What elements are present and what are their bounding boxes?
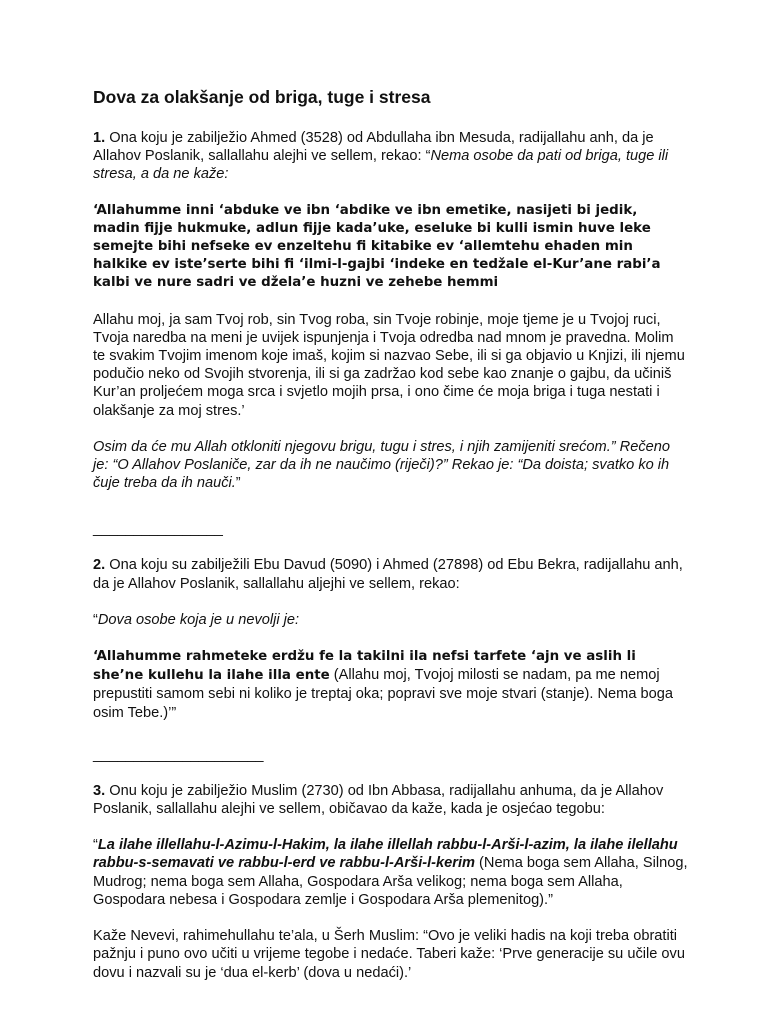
section-2-translation: (Allahu moj, Tvojoj milosti se nadam, pa me nemoj prepustiti samom sebi ni koliko je treptaj oka; popravi sve moje stvari (stanje). Nema boga osim Tebe.)’” bbox=[93, 667, 673, 721]
section-3-number: 3. bbox=[93, 782, 106, 799]
section-2-intro-text: Ona koju su zabilježili Ebu Davud (5090) i Ahmed (27898) od Ebu Bekra, radijallahu anh, da je Allahov Poslanik, sallallahu aljejhi ve sellem, rekao: bbox=[93, 557, 683, 592]
section-1-translation: Allahu moj, ja sam Tvoj rob, sin Tvog roba, sin Tvoje robinje, moje tjeme je u Tvojoj ruci, Tvoja naredba na meni je uvijek ispunjenja i Tvoja odredba nad mnom je pravedna. Molim te svakim Tvojim imenom koje imaš, kojim si nazvao Sebe, ili si ga objavio u Knjizi, ili njemu podučio neko od Svojih stvorenja, ili si ga zadržao kod sebe kao znanje o gajbu, da učiniš Kur’an proljećem moga srca i svjetlo mojih prsa, i ono čime će moja briga i tuga nestati i olakšanje za moj stres.’ bbox=[93, 311, 685, 419]
section-3-translation: (Nema boga sem Allaha, Silnog, Mudrog; nema boga sem Allaha, Gospodara Arša velikog; nema boga sem Allaha, Gospodara nebesa i Gospodara zemlje i Gospodara Arša plemenitog).” bbox=[93, 855, 688, 908]
section-2-dua bbox=[93, 647, 688, 722]
section-1-closing-end: ” bbox=[235, 475, 241, 492]
section-2-arabic: ‘Allahumme rahmeteke erdžu fe la takilni ila nefsi tarfete ‘ajn ve aslih li she’ne kullehu la ilahe illa ente bbox=[93, 649, 636, 684]
section-1-arabic: ‘Allahumme inni ‘abduke ve ibn ‘abdike ve ibn emetike, nasijeti bi jedik, madin fijje hukmuke, adlun fijje kada’uke, eseluke bi kulli ismin huve leke semejte bihi nefseke ev enzeltehu fi kitabike ev ‘allemtehu ehaden min halkike ev iste’serte bihi fi ‘ilmi-l-gajbi ‘indeke en tedžale el-Kur’ane rabi’a kalbi ve nure sadri ve džela’e huzni ve zehebe hemmi bbox=[93, 202, 661, 291]
section-2-intro bbox=[93, 556, 688, 592]
section-3-intro bbox=[93, 782, 688, 818]
divider-2: _____________________ bbox=[93, 746, 264, 763]
section-1-number: 1. bbox=[93, 130, 106, 146]
section-2-quote-text: Dova osobe koja je u nevolji je: bbox=[97, 611, 300, 628]
section-3-intro-text: Onu koju je zabilježio Muslim (2730) od Ibn Abbasa, radijallahu anhuma, da je Allahov Poslanik, sallallahu alejhi ve sellem, običavao da kaže, kada je osjećao tegobu: bbox=[93, 782, 664, 818]
section-1-closing bbox=[93, 438, 688, 493]
page-title: Dova za olakšanje od briga, tuge i stresa bbox=[93, 87, 431, 107]
section-2-number: 2. bbox=[93, 557, 106, 574]
section-2-quote-open: “ bbox=[93, 611, 98, 628]
section-3-arabic: La ilahe illellahu-l-Azimu-l-Hakim, la ilahe illellah rabbu-l-Arši-l-azim, la ilahe ilellahu rabbu-s-semavati ve rabbu-l-erd ve rabbu-l-Arši-l-kerim bbox=[93, 837, 678, 872]
section-1-closing-text: Osim da će mu Allah otkloniti njegovu brigu, tugu i stres, i njih zamijeniti srećom.” Rečeno je: “O Allahov Poslaniče, zar da ih ne naučimo (riječi)?” Rekao je: “Da doista; svatko ko ih čuje treba da ih nauči. bbox=[93, 438, 670, 492]
section-3-dua bbox=[93, 836, 688, 909]
section-2-quote bbox=[93, 611, 688, 629]
section-3-quote-open: “ bbox=[93, 837, 98, 854]
divider-1: ________________ bbox=[93, 521, 223, 538]
section-3-nevevi: Kaže Nevevi, rahimehullahu te’ala, u Šerh Muslim: “Ovo je veliki hadis na koji treba obratiti pažnju i puno ovo učiti u vrijeme tegobe i nedaće. Taberi kaže: ‘Prve generacije su učile ovu dovu i nazvali su je ‘dua el-kerb’ (dova u nedaći).’ bbox=[93, 928, 685, 981]
section-1-intro bbox=[93, 129, 688, 184]
section-1-intro-quote: Nema osobe da pati od briga, tuge ili stresa, a da ne kaže: bbox=[93, 148, 669, 183]
section-1-intro-text: Ona koju je zabilježio Ahmed (3528) od Abdullaha ibn Mesuda, radijallahu anh, da je Allahov Poslanik, sallallahu alejhi ve sellem, rekao: “ bbox=[93, 130, 654, 165]
